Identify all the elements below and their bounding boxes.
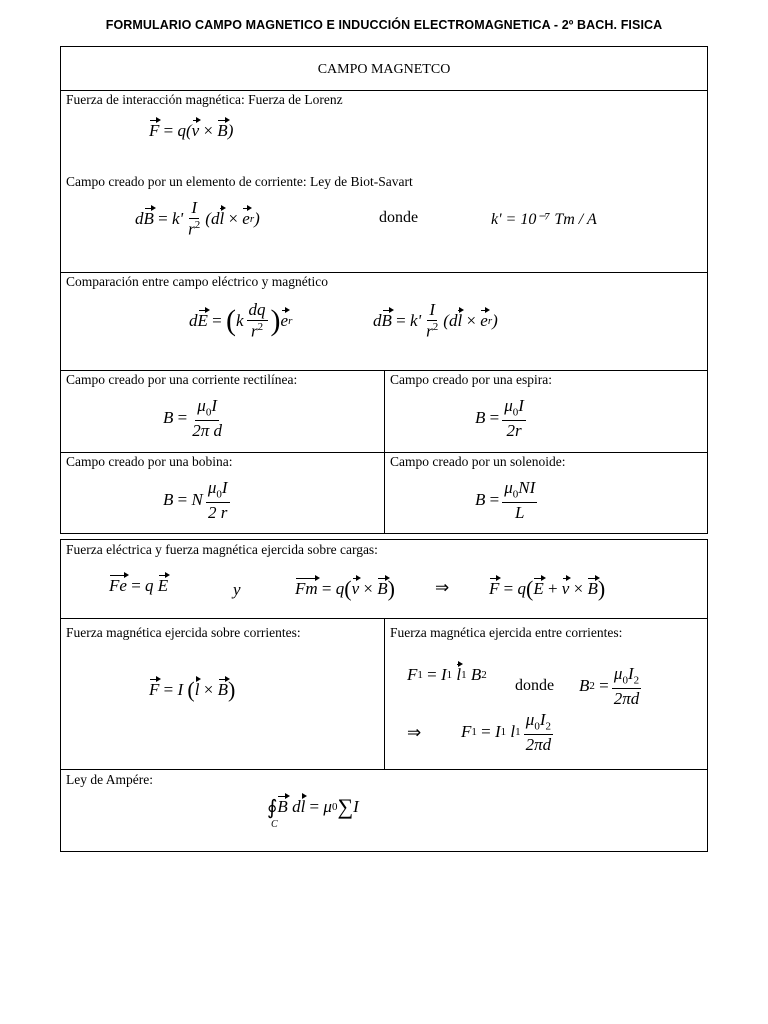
espira-formula: B = $\frac{\mu_0I}{2r}$ [475, 396, 524, 440]
cargas-label: Fuerza eléctrica y fuerza magnética ejercida sobre cargas: [66, 542, 378, 557]
bobina-label: Campo creado por una bobina: [66, 454, 233, 469]
page-title: FORMULARIO CAMPO MAGNETICO E INDUCCIÓN ELECTROMAGNETICA - 2º BACH. FISICA [105, 18, 663, 32]
corrientes-label: Fuerza magnética ejercida sobre corrientes: [66, 625, 301, 640]
entre-implies: ⇒ [407, 723, 422, 742]
solenoide-cell [384, 452, 708, 534]
lorenz-formula: F = q( v × B ) [149, 121, 234, 140]
bobina-cell [60, 452, 385, 534]
corrientes-formula: F = I ( l × B ) [149, 677, 236, 702]
magnetic-field-formula: d B = k' $\frac{I}{r^2}$ (d l × e r ) [373, 300, 498, 341]
espira-label: Campo creado por una espira: [390, 372, 552, 387]
lorenz-label: Fuerza de interacción magnética: Fuerza de Lorenz [66, 92, 343, 107]
biot-donde: donde [379, 209, 419, 226]
lorentz-total-formula: F = q ( E + v × B ) [489, 576, 606, 601]
title-row [60, 46, 708, 91]
solenoide-formula: B = $\frac{\mu_0NI}{L}$ [475, 478, 536, 522]
entre-corrientes-cell [384, 618, 708, 770]
section-title: CAMPO MAGNETCO [317, 62, 451, 77]
rectilinea-cell [60, 370, 385, 453]
bobina-formula: B = N $\frac{\mu_0I}{2 r}$ [163, 478, 228, 522]
entre-formula-1: F 1 = I 1 l 1 B 2 [407, 665, 487, 684]
electric-field-formula: d E = ( k $\frac{dq}{r^2}$ ) e r [189, 300, 293, 341]
entre-label: Fuerza magnética ejercida entre corrientes: [390, 625, 623, 640]
entre-donde: donde [515, 677, 555, 694]
cargas-cell [60, 539, 708, 619]
electric-force-formula: Fe = q E [109, 576, 169, 595]
entre-b2-formula: B 2 = $\frac{\mu_0I_2}{2\pi d}$ [579, 664, 640, 708]
corrientes-cell [60, 618, 385, 770]
solenoide-label: Campo creado por un solenoide: [390, 454, 566, 469]
ampere-cell [60, 769, 708, 852]
comparison-cell [60, 272, 708, 371]
rectilinea-formula: B = $\frac{\mu_0I}{\text{2π d}}$ [163, 396, 223, 440]
biot-formula: d B = k' $\frac{I}{r^2}$ (d l × e r ) [135, 198, 260, 239]
espira-cell [384, 370, 708, 453]
biot-constant: k' = 10⁻⁷ Tm / A [491, 211, 597, 228]
biot-label: Campo creado por un elemento de corriente: Ley de Biot-Savart [66, 174, 413, 189]
magnetic-force-formula: Fm = q ( v × B ) [295, 576, 395, 601]
cargas-y: y [233, 580, 241, 599]
lorenz-biot-cell [60, 90, 708, 273]
rectilinea-label: Campo creado por una corriente rectilínea: [66, 372, 298, 387]
implies-arrow: ⇒ [435, 578, 450, 597]
entre-formula-2: F 1 = I 1 l 1 $\frac{\mu_0I_2}{2\pi d}$ [461, 710, 552, 754]
comparison-label: Comparación entre campo eléctrico y magnético [66, 274, 329, 289]
ampere-formula: ∮ C B d l = μ 0 ∑ I [267, 794, 359, 830]
ampere-label: Ley de Ampére: [66, 772, 153, 787]
